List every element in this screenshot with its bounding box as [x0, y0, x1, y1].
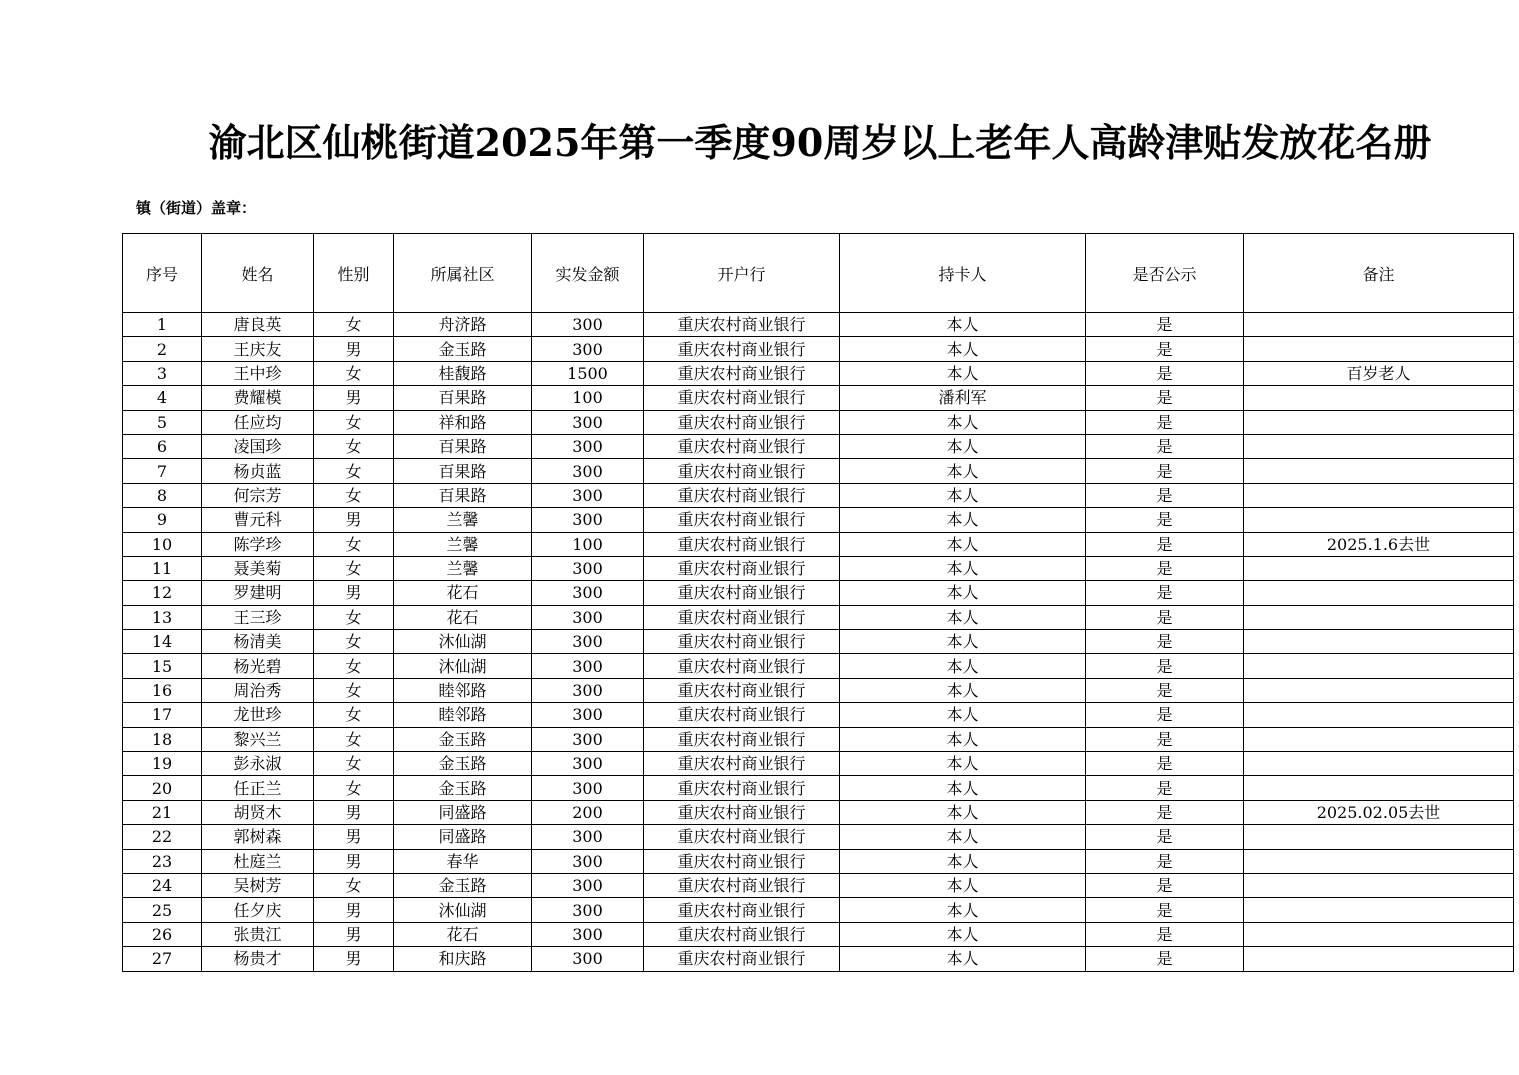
table-row — [123, 752, 1514, 776]
cell-bank: 重庆农村商业银行 — [644, 873, 840, 897]
table-row — [123, 313, 1514, 337]
cell-bank: 重庆农村商业银行 — [644, 776, 840, 800]
cell-gender: 女 — [314, 459, 394, 483]
cell-bank: 重庆农村商业银行 — [644, 922, 840, 946]
cell-cardholder: 本人 — [840, 630, 1086, 654]
cell-remarks — [1244, 605, 1514, 629]
cell-index: 21 — [123, 800, 202, 824]
cell-community: 百果路 — [394, 386, 532, 410]
cell-cardholder: 本人 — [840, 678, 1086, 702]
cell-name: 杨贞蓝 — [202, 459, 314, 483]
cell-gender: 女 — [314, 556, 394, 580]
cell-bank: 重庆农村商业银行 — [644, 752, 840, 776]
cell-remarks — [1244, 556, 1514, 580]
cell-remarks — [1244, 678, 1514, 702]
cell-index: 23 — [123, 849, 202, 873]
cell-amount: 200 — [532, 800, 644, 824]
table-row — [123, 800, 1514, 824]
cell-cardholder: 本人 — [840, 703, 1086, 727]
cell-gender: 女 — [314, 776, 394, 800]
table-row — [123, 605, 1514, 629]
cell-bank: 重庆农村商业银行 — [644, 630, 840, 654]
table-row — [123, 947, 1514, 971]
cell-gender: 男 — [314, 337, 394, 361]
cell-community: 沐仙湖 — [394, 630, 532, 654]
cell-community: 兰馨 — [394, 532, 532, 556]
cell-name: 杨贵才 — [202, 947, 314, 971]
cell-bank: 重庆农村商业银行 — [644, 361, 840, 385]
cell-name: 杜庭兰 — [202, 849, 314, 873]
cell-name: 周治秀 — [202, 678, 314, 702]
cell-gender: 女 — [314, 703, 394, 727]
cell-index: 8 — [123, 483, 202, 507]
cell-gender: 男 — [314, 922, 394, 946]
cell-index: 11 — [123, 556, 202, 580]
cell-index: 10 — [123, 532, 202, 556]
cell-remarks — [1244, 386, 1514, 410]
cell-amount: 300 — [532, 678, 644, 702]
cell-gender: 女 — [314, 410, 394, 434]
cell-community: 同盛路 — [394, 800, 532, 824]
cell-index: 25 — [123, 898, 202, 922]
cell-community: 兰馨 — [394, 556, 532, 580]
cell-amount: 300 — [532, 654, 644, 678]
table-row — [123, 434, 1514, 458]
table-row — [123, 825, 1514, 849]
cell-amount: 300 — [532, 776, 644, 800]
cell-cardholder: 本人 — [840, 947, 1086, 971]
cell-community: 祥和路 — [394, 410, 532, 434]
cell-remarks — [1244, 922, 1514, 946]
cell-name: 唐良英 — [202, 313, 314, 337]
cell-gender: 女 — [314, 532, 394, 556]
cell-amount: 1500 — [532, 361, 644, 385]
cell-amount: 300 — [532, 922, 644, 946]
cell-cardholder: 本人 — [840, 800, 1086, 824]
cell-index: 18 — [123, 727, 202, 751]
cell-remarks — [1244, 434, 1514, 458]
cell-cardholder: 本人 — [840, 410, 1086, 434]
cell-publicized: 是 — [1086, 337, 1244, 361]
cell-cardholder: 本人 — [840, 459, 1086, 483]
cell-community: 睦邻路 — [394, 678, 532, 702]
cell-publicized: 是 — [1086, 386, 1244, 410]
cell-gender: 男 — [314, 386, 394, 410]
cell-bank: 重庆农村商业银行 — [644, 532, 840, 556]
cell-index: 12 — [123, 581, 202, 605]
table-row — [123, 459, 1514, 483]
cell-cardholder: 本人 — [840, 508, 1086, 532]
cell-publicized: 是 — [1086, 532, 1244, 556]
cell-remarks — [1244, 581, 1514, 605]
table-row — [123, 654, 1514, 678]
cell-amount: 100 — [532, 532, 644, 556]
table-row — [123, 581, 1514, 605]
cell-community: 金玉路 — [394, 873, 532, 897]
cell-bank: 重庆农村商业银行 — [644, 825, 840, 849]
cell-name: 王三珍 — [202, 605, 314, 629]
header-index: 序号 — [123, 234, 202, 313]
cell-bank: 重庆农村商业银行 — [644, 459, 840, 483]
cell-amount: 300 — [532, 508, 644, 532]
cell-index: 1 — [123, 313, 202, 337]
header-name: 姓名 — [202, 234, 314, 313]
cell-remarks: 百岁老人 — [1244, 361, 1514, 385]
cell-publicized: 是 — [1086, 313, 1244, 337]
cell-community: 花石 — [394, 922, 532, 946]
cell-index: 5 — [123, 410, 202, 434]
cell-index: 9 — [123, 508, 202, 532]
table-row — [123, 386, 1514, 410]
cell-publicized: 是 — [1086, 508, 1244, 532]
cell-publicized: 是 — [1086, 581, 1244, 605]
cell-remarks — [1244, 337, 1514, 361]
cell-index: 13 — [123, 605, 202, 629]
cell-community: 舟济路 — [394, 313, 532, 337]
cell-gender: 女 — [314, 873, 394, 897]
cell-publicized: 是 — [1086, 459, 1244, 483]
table-row — [123, 873, 1514, 897]
cell-name: 任应均 — [202, 410, 314, 434]
cell-bank: 重庆农村商业银行 — [644, 947, 840, 971]
header-remarks: 备注 — [1244, 234, 1514, 313]
cell-gender: 男 — [314, 800, 394, 824]
cell-remarks — [1244, 752, 1514, 776]
cell-gender: 女 — [314, 605, 394, 629]
cell-community: 沐仙湖 — [394, 898, 532, 922]
cell-amount: 100 — [532, 386, 644, 410]
cell-name: 郭树森 — [202, 825, 314, 849]
cell-name: 费耀模 — [202, 386, 314, 410]
cell-community: 春华 — [394, 849, 532, 873]
cell-publicized: 是 — [1086, 727, 1244, 751]
cell-index: 26 — [123, 922, 202, 946]
cell-cardholder: 本人 — [840, 654, 1086, 678]
cell-bank: 重庆农村商业银行 — [644, 849, 840, 873]
table-row — [123, 922, 1514, 946]
cell-remarks — [1244, 410, 1514, 434]
cell-index: 6 — [123, 434, 202, 458]
cell-publicized: 是 — [1086, 752, 1244, 776]
header-gender: 性别 — [314, 234, 394, 313]
cell-name: 罗建明 — [202, 581, 314, 605]
header-community: 所属社区 — [394, 234, 532, 313]
header-cardholder: 持卡人 — [840, 234, 1086, 313]
cell-community: 百果路 — [394, 459, 532, 483]
cell-remarks — [1244, 703, 1514, 727]
cell-name: 王中珍 — [202, 361, 314, 385]
cell-publicized: 是 — [1086, 434, 1244, 458]
cell-gender: 男 — [314, 947, 394, 971]
subsidy-roster-table — [122, 233, 1514, 972]
cell-index: 7 — [123, 459, 202, 483]
cell-community: 同盛路 — [394, 825, 532, 849]
cell-cardholder: 本人 — [840, 532, 1086, 556]
cell-remarks: 2025.02.05去世 — [1244, 800, 1514, 824]
cell-remarks — [1244, 825, 1514, 849]
cell-remarks — [1244, 630, 1514, 654]
cell-publicized: 是 — [1086, 776, 1244, 800]
cell-index: 14 — [123, 630, 202, 654]
cell-bank: 重庆农村商业银行 — [644, 605, 840, 629]
table-row — [123, 703, 1514, 727]
cell-name: 何宗芳 — [202, 483, 314, 507]
cell-community: 兰馨 — [394, 508, 532, 532]
header-bank: 开户行 — [644, 234, 840, 313]
cell-cardholder: 本人 — [840, 434, 1086, 458]
cell-publicized: 是 — [1086, 630, 1244, 654]
cell-community: 睦邻路 — [394, 703, 532, 727]
cell-community: 金玉路 — [394, 337, 532, 361]
table-row — [123, 776, 1514, 800]
cell-cardholder: 本人 — [840, 483, 1086, 507]
table-row — [123, 678, 1514, 702]
cell-index: 20 — [123, 776, 202, 800]
cell-publicized: 是 — [1086, 678, 1244, 702]
cell-publicized: 是 — [1086, 361, 1244, 385]
document-title: 渝北区仙桃街道2025年第一季度90周岁以上老年人高龄津贴发放花名册 — [208, 120, 1432, 165]
cell-publicized: 是 — [1086, 410, 1244, 434]
cell-publicized: 是 — [1086, 922, 1244, 946]
cell-community: 金玉路 — [394, 752, 532, 776]
cell-publicized: 是 — [1086, 849, 1244, 873]
cell-amount: 300 — [532, 581, 644, 605]
cell-gender: 女 — [314, 678, 394, 702]
cell-cardholder: 本人 — [840, 313, 1086, 337]
cell-remarks — [1244, 873, 1514, 897]
cell-cardholder: 本人 — [840, 556, 1086, 580]
cell-amount: 300 — [532, 556, 644, 580]
cell-name: 吴树芳 — [202, 873, 314, 897]
cell-bank: 重庆农村商业银行 — [644, 313, 840, 337]
cell-bank: 重庆农村商业银行 — [644, 581, 840, 605]
cell-community: 和庆路 — [394, 947, 532, 971]
table-row — [123, 361, 1514, 385]
cell-index: 24 — [123, 873, 202, 897]
table-row — [123, 532, 1514, 556]
cell-cardholder: 本人 — [840, 337, 1086, 361]
cell-cardholder: 本人 — [840, 581, 1086, 605]
cell-gender: 女 — [314, 434, 394, 458]
cell-bank: 重庆农村商业银行 — [644, 727, 840, 751]
table-row — [123, 630, 1514, 654]
cell-cardholder: 本人 — [840, 898, 1086, 922]
cell-amount: 300 — [532, 727, 644, 751]
cell-bank: 重庆农村商业银行 — [644, 483, 840, 507]
cell-cardholder: 本人 — [840, 776, 1086, 800]
cell-cardholder: 本人 — [840, 727, 1086, 751]
cell-publicized: 是 — [1086, 947, 1244, 971]
cell-bank: 重庆农村商业银行 — [644, 654, 840, 678]
cell-index: 27 — [123, 947, 202, 971]
cell-cardholder: 本人 — [840, 849, 1086, 873]
cell-name: 张贵江 — [202, 922, 314, 946]
cell-remarks — [1244, 947, 1514, 971]
cell-publicized: 是 — [1086, 898, 1244, 922]
cell-cardholder: 本人 — [840, 605, 1086, 629]
cell-community: 金玉路 — [394, 776, 532, 800]
cell-name: 王庆友 — [202, 337, 314, 361]
cell-community: 桂馥路 — [394, 361, 532, 385]
cell-gender: 女 — [314, 313, 394, 337]
header-row — [123, 234, 1514, 313]
cell-cardholder: 本人 — [840, 922, 1086, 946]
table-header — [123, 234, 1514, 313]
cell-remarks — [1244, 898, 1514, 922]
cell-amount: 300 — [532, 825, 644, 849]
cell-amount: 300 — [532, 434, 644, 458]
cell-cardholder: 本人 — [840, 361, 1086, 385]
cell-cardholder: 本人 — [840, 752, 1086, 776]
header-amount: 实发金额 — [532, 234, 644, 313]
cell-index: 19 — [123, 752, 202, 776]
cell-community: 花石 — [394, 605, 532, 629]
cell-remarks — [1244, 727, 1514, 751]
cell-gender: 女 — [314, 483, 394, 507]
cell-publicized: 是 — [1086, 483, 1244, 507]
cell-cardholder: 本人 — [840, 873, 1086, 897]
cell-remarks — [1244, 313, 1514, 337]
cell-name: 杨光碧 — [202, 654, 314, 678]
table-row — [123, 337, 1514, 361]
cell-index: 3 — [123, 361, 202, 385]
cell-publicized: 是 — [1086, 800, 1244, 824]
table-row — [123, 849, 1514, 873]
cell-index: 16 — [123, 678, 202, 702]
cell-amount: 300 — [532, 459, 644, 483]
cell-name: 任正兰 — [202, 776, 314, 800]
cell-gender: 男 — [314, 849, 394, 873]
cell-name: 聂美菊 — [202, 556, 314, 580]
table-row — [123, 727, 1514, 751]
cell-remarks — [1244, 776, 1514, 800]
cell-name: 胡贤木 — [202, 800, 314, 824]
cell-bank: 重庆农村商业银行 — [644, 703, 840, 727]
cell-bank: 重庆农村商业银行 — [644, 800, 840, 824]
cell-community: 花石 — [394, 581, 532, 605]
cell-bank: 重庆农村商业银行 — [644, 508, 840, 532]
table-row — [123, 556, 1514, 580]
cell-name: 任夕庆 — [202, 898, 314, 922]
cell-publicized: 是 — [1086, 873, 1244, 897]
cell-bank: 重庆农村商业银行 — [644, 434, 840, 458]
cell-amount: 300 — [532, 410, 644, 434]
cell-publicized: 是 — [1086, 556, 1244, 580]
cell-amount: 300 — [532, 873, 644, 897]
seal-label: 镇（街道）盖章： — [136, 199, 257, 217]
cell-publicized: 是 — [1086, 654, 1244, 678]
cell-bank: 重庆农村商业银行 — [644, 898, 840, 922]
cell-amount: 300 — [532, 947, 644, 971]
cell-publicized: 是 — [1086, 703, 1244, 727]
cell-amount: 300 — [532, 752, 644, 776]
cell-cardholder: 本人 — [840, 825, 1086, 849]
cell-community: 百果路 — [394, 483, 532, 507]
cell-index: 15 — [123, 654, 202, 678]
cell-name: 曹元科 — [202, 508, 314, 532]
cell-amount: 300 — [532, 849, 644, 873]
cell-amount: 300 — [532, 337, 644, 361]
cell-name: 陈学珍 — [202, 532, 314, 556]
table-row — [123, 898, 1514, 922]
cell-bank: 重庆农村商业银行 — [644, 410, 840, 434]
cell-amount: 300 — [532, 630, 644, 654]
table-row — [123, 410, 1514, 434]
cell-index: 17 — [123, 703, 202, 727]
cell-gender: 女 — [314, 630, 394, 654]
cell-gender: 女 — [314, 752, 394, 776]
cell-amount: 300 — [532, 605, 644, 629]
table-row — [123, 508, 1514, 532]
table-row — [123, 483, 1514, 507]
cell-name: 黎兴兰 — [202, 727, 314, 751]
cell-community: 金玉路 — [394, 727, 532, 751]
cell-cardholder: 潘利军 — [840, 386, 1086, 410]
cell-gender: 女 — [314, 727, 394, 751]
cell-name: 杨清美 — [202, 630, 314, 654]
cell-gender: 男 — [314, 898, 394, 922]
cell-name: 彭永淑 — [202, 752, 314, 776]
cell-remarks — [1244, 654, 1514, 678]
cell-index: 4 — [123, 386, 202, 410]
cell-bank: 重庆农村商业银行 — [644, 678, 840, 702]
cell-gender: 男 — [314, 508, 394, 532]
cell-community: 沐仙湖 — [394, 654, 532, 678]
cell-gender: 男 — [314, 825, 394, 849]
table-body — [123, 313, 1514, 972]
cell-gender: 男 — [314, 581, 394, 605]
cell-bank: 重庆农村商业银行 — [644, 556, 840, 580]
cell-name: 凌国珍 — [202, 434, 314, 458]
cell-index: 22 — [123, 825, 202, 849]
cell-publicized: 是 — [1086, 605, 1244, 629]
cell-amount: 300 — [532, 313, 644, 337]
cell-name: 龙世珍 — [202, 703, 314, 727]
cell-remarks — [1244, 508, 1514, 532]
header-publicized: 是否公示 — [1086, 234, 1244, 313]
cell-remarks — [1244, 483, 1514, 507]
cell-remarks — [1244, 849, 1514, 873]
cell-amount: 300 — [532, 703, 644, 727]
cell-amount: 300 — [532, 898, 644, 922]
cell-index: 2 — [123, 337, 202, 361]
cell-remarks — [1244, 459, 1514, 483]
cell-amount: 300 — [532, 483, 644, 507]
cell-bank: 重庆农村商业银行 — [644, 337, 840, 361]
cell-bank: 重庆农村商业银行 — [644, 386, 840, 410]
cell-community: 百果路 — [394, 434, 532, 458]
cell-remarks: 2025.1.6去世 — [1244, 532, 1514, 556]
cell-gender: 女 — [314, 654, 394, 678]
cell-publicized: 是 — [1086, 825, 1244, 849]
cell-gender: 女 — [314, 361, 394, 385]
